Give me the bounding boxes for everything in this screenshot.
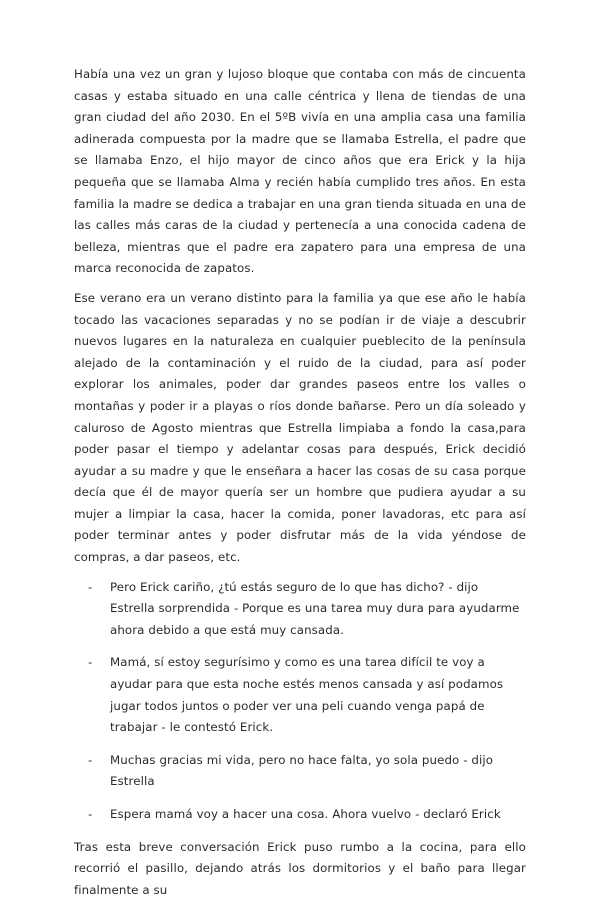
dialogue-dash: - bbox=[88, 579, 93, 594]
dialogue-list bbox=[74, 577, 526, 826]
story-body bbox=[74, 64, 526, 909]
dialogue-line bbox=[74, 652, 526, 738]
dialogue-text: Mamá, sí estoy segurísimo y como es una tarea difícil te voy a ayudar para que esta noche estés menos cansada y así podamos jugar todos juntos o poder ver una peli cuando venga papá de trabajar - le contestó Erick. bbox=[110, 655, 504, 735]
dialogue-dash: - bbox=[88, 807, 93, 821]
dialogue-dash: - bbox=[88, 655, 93, 670]
dialogue-text: Espera mamá voy a hacer una cosa. Ahora vuelvo - declaró Erick bbox=[110, 807, 501, 821]
paragraph-summer: Ese verano era un verano distinto para la familia ya que ese año le había tocado las vacaciones separadas y no se podían ir de viaje a descubrir nuevos lugares en la naturaleza en cualquier pueblecito de la península alejado de la contaminación y el ruido de la ciudad, para así poder explorar los animales, poder dar grandes paseos entre los valles o montañas y poder ir a playas o ríos donde bañarse. Pero un día soleado y caluroso de Agosto mientras que Estrella limpiaba a fondo la casa,para poder pasar el tiempo y adelantar cosas para después, Erick decidió ayudar a su madre y que le enseñara a hacer las cosas de su casa porque decía que él de mayor quería ser un hombre que pudiera ayudar a su mujer a limpiar la casa, hacer la comida, poner lavadoras, etc para así poder terminar antes y poder disfrutar más de la vida yéndose de compras, a dar paseos, etc. bbox=[74, 290, 526, 565]
dialogue-text: Pero Erick cariño, ¿tú estás seguro de lo que has dicho? - dijo Estrella sorprendida - Porque es una tarea muy dura para ayudarme ahora debido a que está muy cansada. bbox=[110, 579, 520, 637]
dialogue-dash: - bbox=[88, 752, 93, 767]
dialogue-line bbox=[74, 577, 526, 642]
dialogue-line bbox=[74, 750, 526, 793]
dialogue-line bbox=[74, 804, 526, 826]
paragraph-intro: Había una vez un gran y lujoso bloque que contaba con más de cincuenta casas y estaba situado en una calle céntrica y llena de tiendas de una gran ciudad del año 2030. En el 5ºB vivía en una amplia casa una familia adinerada compuesta por la madre que se llamaba Estrella, el padre que se llamaba Enzo, el hijo mayor de cinco años que era Erick y la hija pequeña que se llamaba Alma y recién había cumplido tres años. En esta familia la madre se dedica a trabajar en una gran tienda situada en una de las calles más caras de la ciudad y pertenecía a una conocida cadena de belleza, mientras que el padre era zapatero para una empresa de una marca reconocida de zapatos. bbox=[74, 67, 526, 276]
dialogue-text: Muchas gracias mi vida, pero no hace falta, yo sola puedo - dijo Estrella bbox=[110, 752, 494, 789]
paragraph-closing: Tras esta breve conversación Erick puso rumbo a la cocina, para ello recorrió el pasillo, dejando atrás los dormitorios y el baño para llegar finalmente a su bbox=[74, 839, 526, 897]
